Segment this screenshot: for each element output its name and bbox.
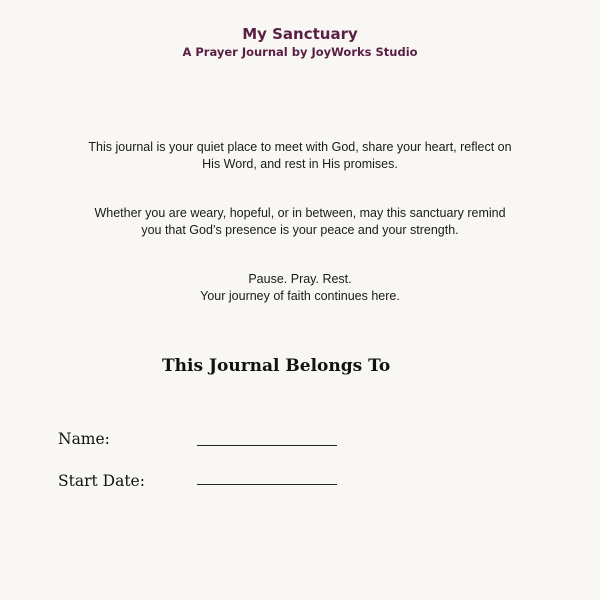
intro-paragraph-3 xyxy=(0,271,600,305)
start-date-write-line xyxy=(197,484,337,485)
journal-title: My Sanctuary xyxy=(242,25,358,43)
intro-paragraph-3-line-1: Pause. Pray. Rest. xyxy=(248,272,352,286)
intro-paragraph-1-line-2: His Word, and rest in His promises. xyxy=(202,157,398,171)
intro-paragraph-2 xyxy=(0,205,600,239)
belongs-to-heading: This Journal Belongs To xyxy=(162,356,391,376)
intro-paragraph-1 xyxy=(0,139,600,173)
intro-paragraph-3-line-2: Your journey of faith continues here. xyxy=(200,289,400,303)
intro-paragraph-2-line-2: you that God’s presence is your peace and your strength. xyxy=(141,223,459,237)
intro-paragraph-1-line-1: This journal is your quiet place to meet with God, share your heart, reflect on xyxy=(88,140,512,154)
name-label: Name: xyxy=(58,430,110,448)
journal-subtitle: A Prayer Journal by JoyWorks Studio xyxy=(182,45,418,59)
name-write-line xyxy=(197,445,337,446)
start-date-label: Start Date: xyxy=(58,472,145,490)
intro-paragraph-2-line-1: Whether you are weary, hopeful, or in between, may this sanctuary remind xyxy=(94,206,506,220)
